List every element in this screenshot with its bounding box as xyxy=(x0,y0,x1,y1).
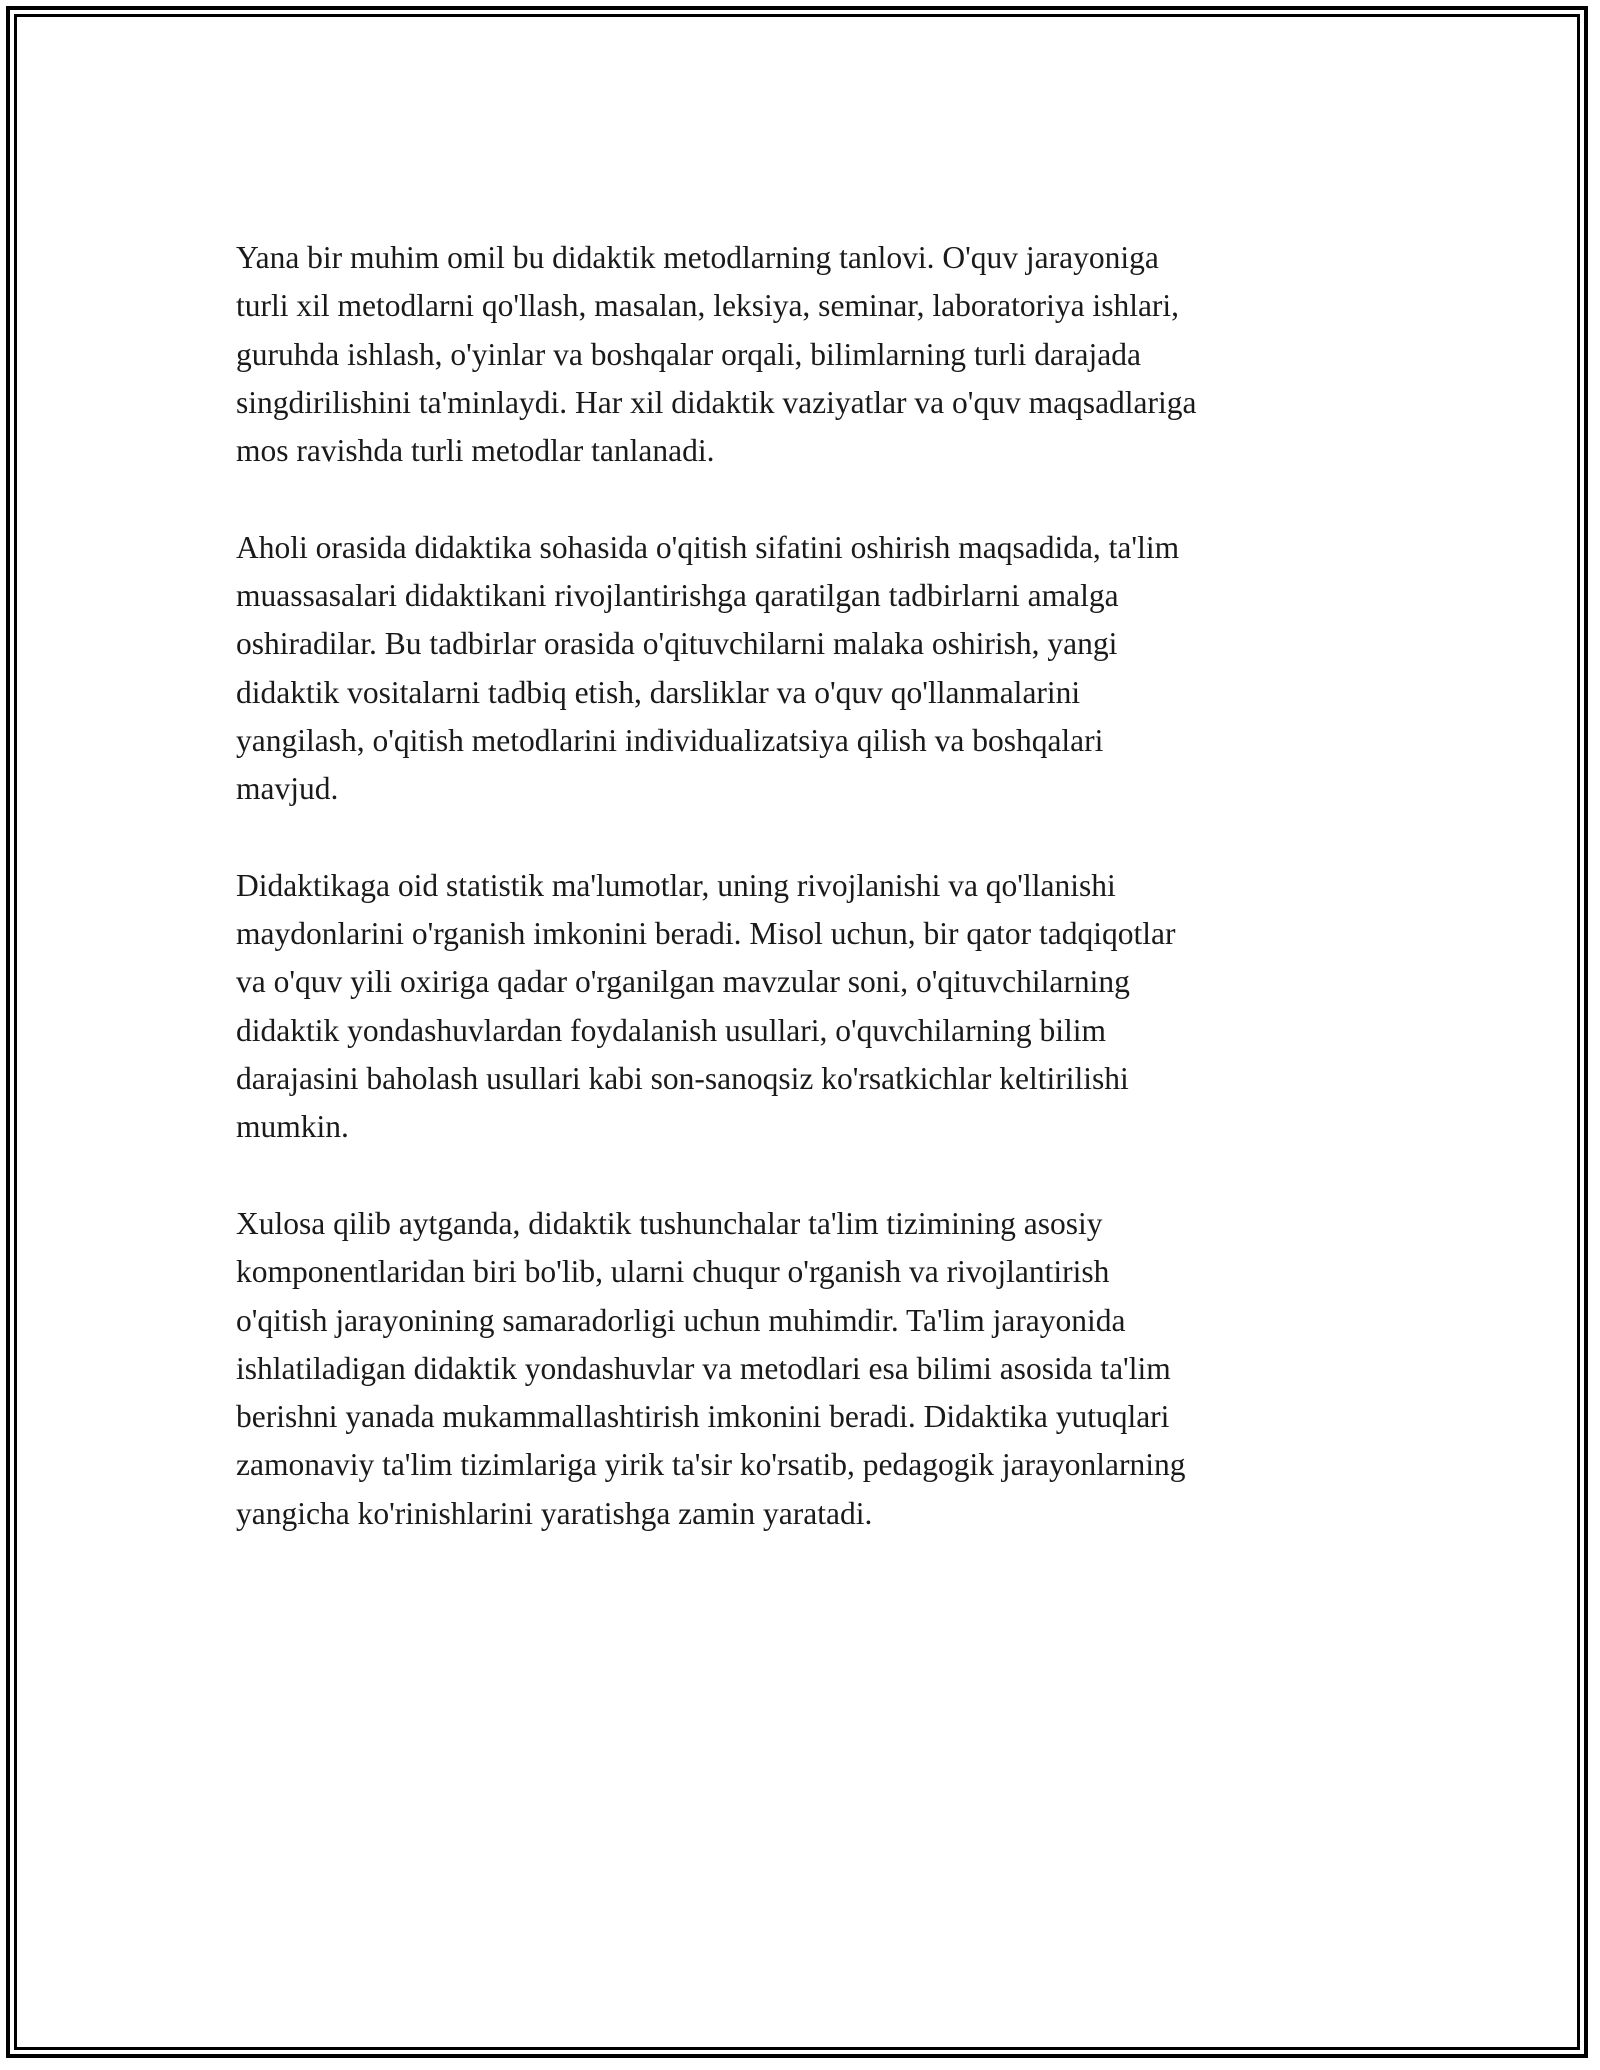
text-line: Didaktikaga oid statistik ma'lumotlar, uning rivojlanishi va qo'llanishi xyxy=(236,867,1116,903)
text-line: yangilash, o'qitish metodlarini individualizatsiya qilish va boshqalari xyxy=(236,722,1104,758)
text-line: didaktik vositalarni tadbiq etish, darsliklar va o'quv qo'llanmalarini xyxy=(236,674,1081,710)
text-line: singdirilishini ta'minlaydi. Har xil didaktik vaziyatlar va o'quv maqsadlariga xyxy=(236,384,1197,420)
text-line: mumkin. xyxy=(236,1109,349,1145)
text-line: ishlatiladigan didaktik yondashuvlar va metodlari esa bilimi asosida ta'lim xyxy=(236,1350,1171,1386)
text-line: Xulosa qilib aytganda, didaktik tushunchalar ta'lim tizimining asosiy xyxy=(236,1205,1103,1241)
text-line: guruhda ishlash, o'yinlar va boshqalar orqali, bilimlarning turli darajada xyxy=(236,336,1141,372)
text-line: darajasini baholash usullari kabi son-sanoqsiz ko'rsatkichlar keltirilishi xyxy=(236,1061,1129,1097)
text-line: muassasalari didaktikani rivojlantirishga qaratilgan tadbirlarni amalga xyxy=(236,578,1119,614)
text-line: berishni yanada mukammallashtirish imkonini beradi. Didaktika yutuqlari xyxy=(236,1399,1170,1435)
text-line: zamonaviy ta'lim tizimlariga yirik ta'sir ko'rsatib, pedagogik jarayonlarning xyxy=(236,1447,1186,1483)
text-line: didaktik yondashuvlardan foydalanish usullari, o'quvchilarning bilim xyxy=(236,1012,1107,1048)
text-line: o'qitish jarayonining samaradorligi uchun muhimdir. Ta'lim jarayonida xyxy=(236,1302,1126,1338)
text-line: komponentlaridan biri bo'lib, ularni chuqur o'rganish va rivojlantirish xyxy=(236,1254,1110,1290)
text-line: mavjud. xyxy=(236,771,339,807)
text-line: mos ravishda turli metodlar tanlanadi. xyxy=(236,433,715,469)
paragraph-2 xyxy=(236,524,1376,814)
paragraph-1 xyxy=(236,234,1376,475)
text-line: turli xil metodlarni qo'llash, masalan, leksiya, seminar, laboratoriya ishlari, xyxy=(236,288,1180,324)
paragraph-4 xyxy=(236,1200,1376,1538)
text-line: Aholi orasida didaktika sohasida o'qitish sifatini oshirish maqsadida, ta'lim xyxy=(236,529,1180,565)
text-line: yangicha ko'rinishlarini yaratishga zamin yaratadi. xyxy=(236,1495,873,1531)
text-line: oshiradilar. Bu tadbirlar orasida o'qituvchilarni malaka oshirish, yangi xyxy=(236,626,1118,662)
text-line: va o'quv yili oxiriga qadar o'rganilgan mavzular soni, o'qituvchilarning xyxy=(236,964,1130,1000)
text-line: maydonlarini o'rganish imkonini beradi. Misol uchun, bir qator tadqiqotlar xyxy=(236,916,1176,952)
paragraph-3 xyxy=(236,862,1376,1152)
text-line: Yana bir muhim omil bu didaktik metodlarning tanlovi. O'quv jarayoniga xyxy=(236,240,1159,275)
document-body xyxy=(236,234,1376,1586)
